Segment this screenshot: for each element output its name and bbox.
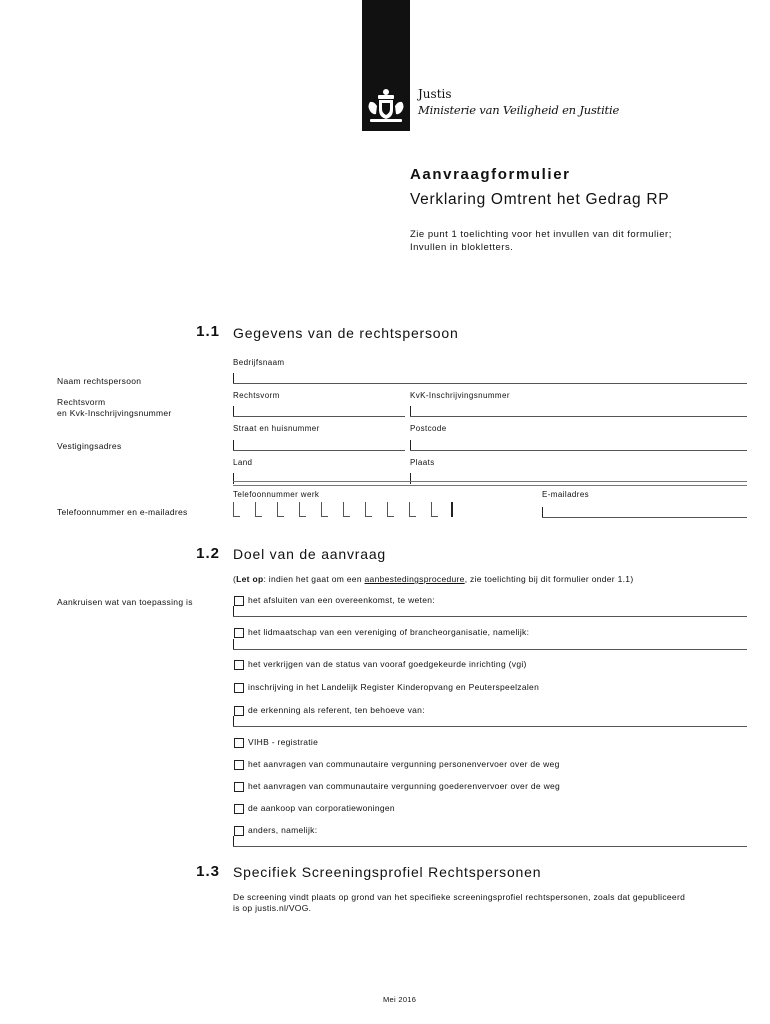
- label-straat: Straat en huisnummer: [233, 424, 320, 433]
- org-block: [418, 86, 619, 118]
- option-label: de erkenning als referent, ten behoeve van:: [248, 705, 425, 715]
- section-1-number: 1.1: [196, 323, 220, 340]
- label-land: Land: [233, 458, 253, 467]
- note-text: : indien het gaat om een: [263, 574, 365, 584]
- input-email[interactable]: [542, 517, 747, 518]
- digit-box[interactable]: [365, 502, 372, 517]
- section-3-line-1: De screening vindt plaats op grond van het specifieke screeningsprofiel rechtspersonen, zoals dat gepubliceerd: [233, 892, 686, 902]
- label-bedrijfsnaam: Bedrijfsnaam: [233, 358, 285, 367]
- label-kvk: KvK-Inschrijvingsnummer: [410, 391, 510, 400]
- checkbox-corporatiewoningen[interactable]: [234, 804, 244, 814]
- digit-box[interactable]: [321, 502, 328, 517]
- label-email: E-mailadres: [542, 490, 590, 499]
- digit-box-end: [451, 502, 453, 517]
- left-label-vestigingsadres: Vestigingsadres: [57, 441, 122, 451]
- digit-box[interactable]: [277, 502, 284, 517]
- option-label: het verkrijgen van de status van vooraf goedgekeurde inrichting (vgi): [248, 659, 527, 669]
- checkbox-referent[interactable]: [234, 706, 244, 716]
- option-label: VIHB - registratie: [248, 737, 319, 747]
- input-rechtsvorm[interactable]: [233, 416, 405, 417]
- option-label: het aanvragen van communautaire vergunning personenvervoer over de weg: [248, 759, 560, 769]
- section-2-note: [233, 574, 633, 584]
- option-label: het aanvragen van communautaire vergunning goederenvervoer over de weg: [248, 781, 561, 791]
- option-label: het afsluiten van een overeenkomst, te weten:: [248, 595, 435, 605]
- phone-digit-boxes[interactable]: [233, 502, 457, 518]
- input-straat[interactable]: [233, 450, 405, 451]
- input-overeenkomst[interactable]: [233, 616, 747, 617]
- checkbox-lidmaatschap[interactable]: [234, 628, 244, 638]
- checkbox-personenvervoer[interactable]: [234, 760, 244, 770]
- digit-box[interactable]: [255, 502, 262, 517]
- checkbox-overeenkomst[interactable]: [234, 596, 244, 606]
- digit-box[interactable]: [233, 502, 240, 517]
- digit-box[interactable]: [431, 502, 438, 517]
- input-anders[interactable]: [233, 846, 747, 847]
- digit-box[interactable]: [299, 502, 306, 517]
- label-postcode: Postcode: [410, 424, 447, 433]
- digit-box[interactable]: [387, 502, 394, 517]
- option-label: de aankoop van corporatiewoningen: [248, 803, 395, 813]
- instruction-line-1: Zie punt 1 toelichting voor het invullen van dit formulier;: [410, 229, 672, 240]
- instruction-line-2: Invullen in blokletters.: [410, 242, 514, 253]
- left-label-rechtsvorm-2: en Kvk-Inschrijvingsnummer: [57, 408, 172, 418]
- label-plaats: Plaats: [410, 458, 435, 467]
- left-label-rechtsvorm: [57, 397, 172, 419]
- checkbox-goederenvervoer[interactable]: [234, 782, 244, 792]
- input-bedrijfsnaam[interactable]: [233, 383, 747, 384]
- ministry-name: Ministerie van Veiligheid en Justitie: [418, 103, 620, 117]
- section-2-number: 1.2: [196, 545, 220, 562]
- option-label: het lidmaatschap van een vereniging of brancheorganisatie, namelijk:: [248, 627, 530, 637]
- section-3-text: [233, 892, 753, 914]
- label-rechtsvorm: Rechtsvorm: [233, 391, 280, 400]
- form-instructions: [410, 228, 672, 254]
- checkbox-vgi[interactable]: [234, 660, 244, 670]
- section-3-title: Specifiek Screeningsprofiel Rechtspersonen: [233, 864, 542, 880]
- left-label-rechtsvorm-1: Rechtsvorm: [57, 397, 106, 407]
- section-2-title: Doel van de aanvraag: [233, 546, 386, 562]
- checkbox-vihb[interactable]: [234, 738, 244, 748]
- checkbox-anders[interactable]: [234, 826, 244, 836]
- option-label: inschrijving in het Landelijk Register Kinderopvang en Peuterspeelzalen: [248, 682, 540, 692]
- digit-box[interactable]: [343, 502, 350, 517]
- note-end: , zie toelichting bij dit formulier onder 1.1): [464, 574, 634, 584]
- label-telefoon: Telefoonnummer werk: [233, 490, 320, 499]
- input-postcode[interactable]: [410, 450, 747, 451]
- section-1-title: Gegevens van de rechtspersoon: [233, 325, 459, 341]
- input-referent[interactable]: [233, 726, 747, 727]
- input-lidmaatschap[interactable]: [233, 649, 747, 650]
- input-kvk[interactable]: [410, 416, 747, 417]
- coat-of-arms-icon: [364, 86, 408, 126]
- footer-date: Mei 2016: [383, 995, 417, 1004]
- option-label: anders, namelijk:: [248, 825, 318, 835]
- aanbesteding-link[interactable]: aanbestedingsprocedure: [364, 574, 465, 584]
- input-land-plaats[interactable]: [233, 481, 747, 486]
- left-label-telefoon-email: Telefoonnummer en e-mailadres: [57, 507, 188, 517]
- section-3-line-2: is op justis.nl/VOG.: [233, 903, 312, 913]
- left-label-aankruisen: Aankruisen wat van toepassing is: [57, 597, 193, 607]
- section-3-number: 1.3: [196, 863, 220, 880]
- note-open: (: [233, 574, 237, 584]
- digit-box[interactable]: [409, 502, 416, 517]
- org-name: Justis: [418, 87, 452, 101]
- form-title: Aanvraagformulier: [410, 166, 571, 183]
- checkbox-kinderopvang[interactable]: [234, 683, 244, 693]
- note-bold: Let op: [236, 574, 264, 584]
- form-subtitle: Verklaring Omtrent het Gedrag RP: [410, 191, 670, 208]
- left-label-naam: Naam rechtspersoon: [57, 376, 142, 386]
